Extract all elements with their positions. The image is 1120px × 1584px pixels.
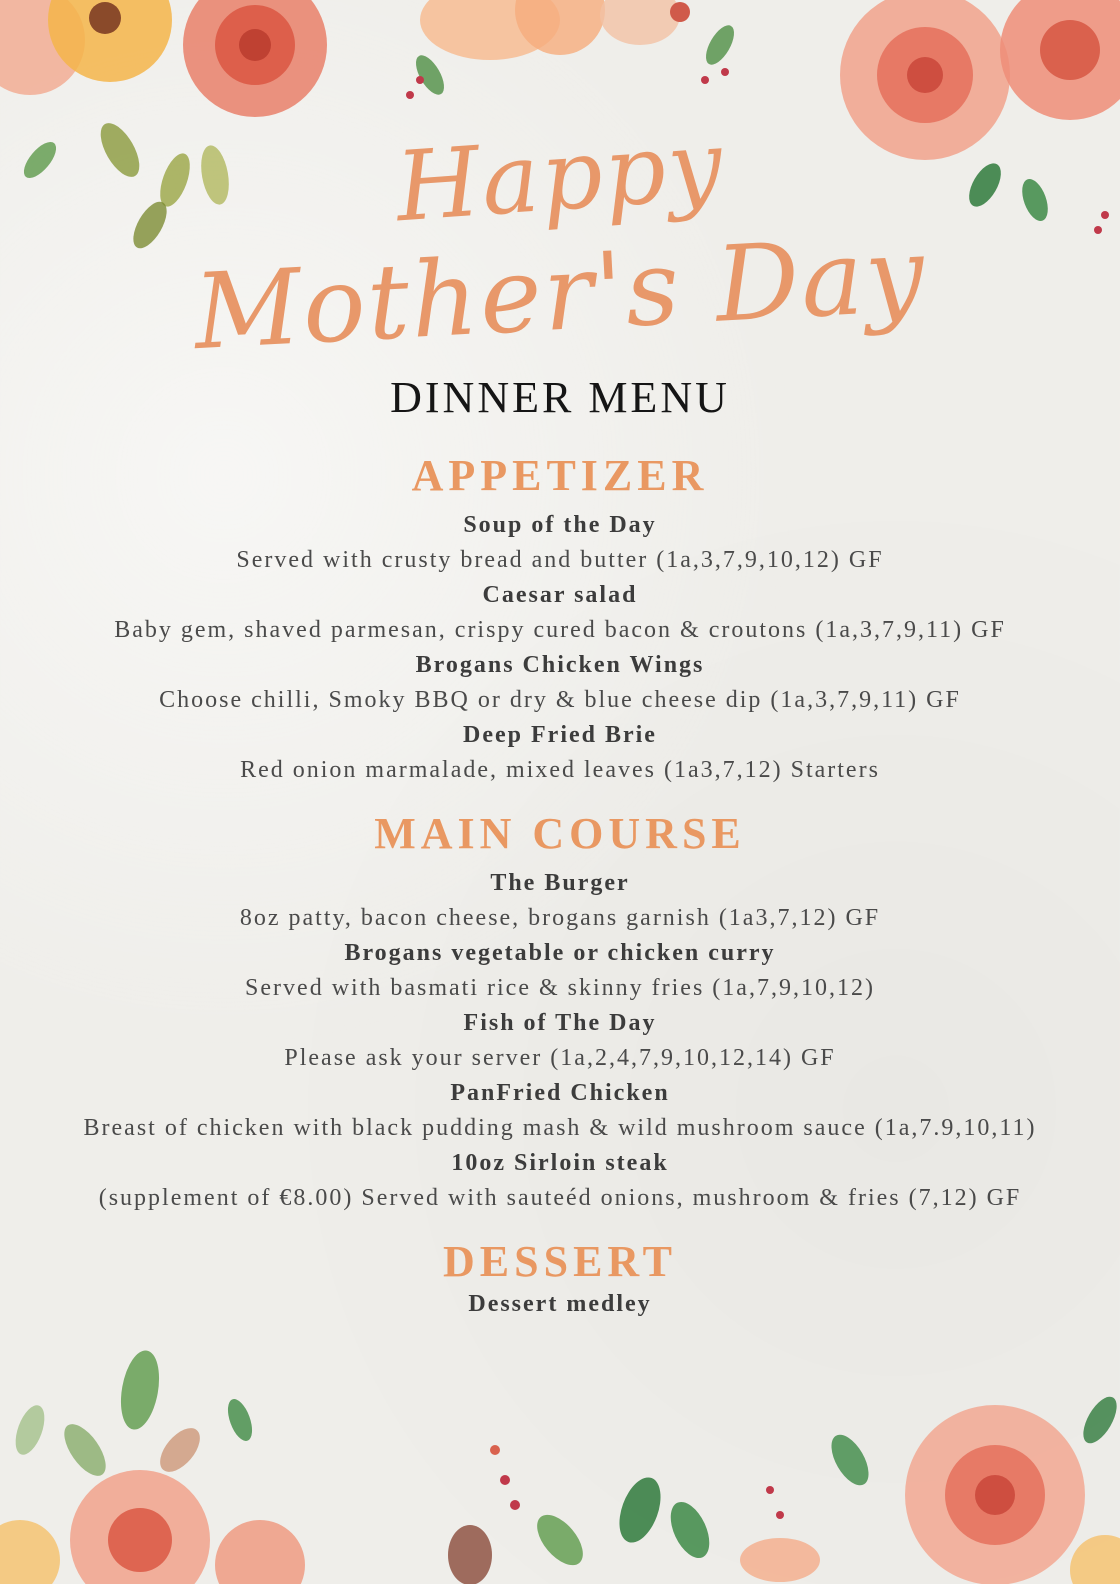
item-name: 10oz Sirloin steak xyxy=(451,1150,669,1176)
item-name: PanFried Chicken xyxy=(450,1080,670,1106)
section-title-main-course: MAIN COURSE xyxy=(374,809,746,858)
section-title-dessert: DESSERT xyxy=(443,1237,677,1286)
item-desc: 8oz patty, bacon cheese, brogans garnish (1a3,7,12) GF xyxy=(239,905,881,931)
bottom-right-flowers-icon xyxy=(824,1391,1120,1584)
bottom-left-flowers-icon xyxy=(0,1347,305,1584)
title-line-happy: Happy xyxy=(392,108,728,244)
item-name: The Burger xyxy=(490,870,630,896)
item-desc: Please ask your server (1a,2,4,7,9,10,12,14) GF xyxy=(284,1045,836,1071)
item-name: Soup of the Day xyxy=(463,512,657,538)
item-name: Brogans vegetable or chicken curry xyxy=(344,940,776,966)
top-center-flowers-icon xyxy=(406,0,740,99)
item-desc: Served with crusty bread and butter (1a,3,7,9,10,12) GF xyxy=(236,547,884,573)
item-name: Dessert medley xyxy=(468,1291,652,1317)
item-desc: Red onion marmalade, mixed leaves (1a3,7,12) Starters xyxy=(240,757,880,783)
title-line-mothers-day: Mother's Day xyxy=(191,212,929,374)
section-title-appetizer: APPETIZER xyxy=(411,451,709,500)
bottom-center-flowers-icon xyxy=(448,1445,820,1584)
menu-subtitle: DINNER MENU xyxy=(390,373,730,422)
item-name: Fish of The Day xyxy=(463,1010,657,1036)
item-desc: Baby gem, shaved parmesan, crispy cured bacon & croutons (1a,3,7,9,11) GF xyxy=(114,617,1006,643)
item-name: Deep Fried Brie xyxy=(463,722,657,748)
item-desc: Breast of chicken with black pudding mash & wild mushroom sauce (1a,7.9,10,11) xyxy=(83,1115,1037,1141)
item-desc: Served with basmati rice & skinny fries (1a,7,9,10,12) xyxy=(245,975,875,1001)
item-name: Caesar salad xyxy=(482,582,638,608)
item-desc: (supplement of €8.00) Served with sauteéd onions, mushroom & fries (7,12) GF xyxy=(98,1185,1022,1211)
item-name: Brogans Chicken Wings xyxy=(415,652,705,678)
item-desc: Choose chilli, Smoky BBQ or dry & blue cheese dip (1a,3,7,9,11) GF xyxy=(159,687,961,713)
